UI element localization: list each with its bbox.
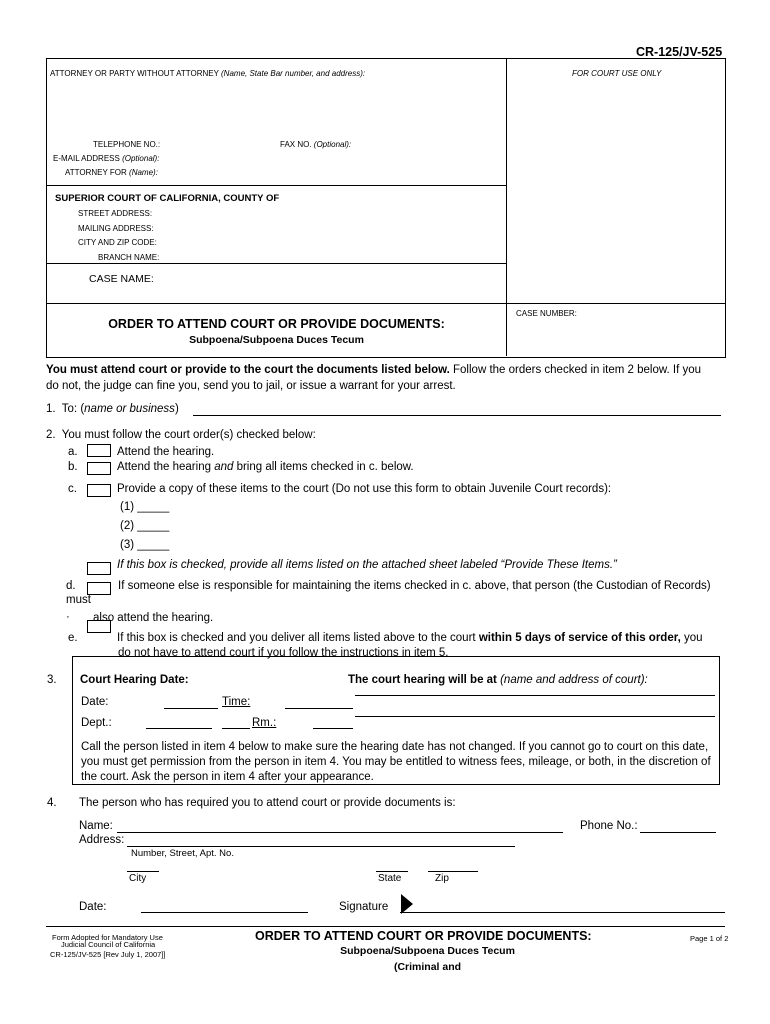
- form-id: CR-125/JV-525: [636, 45, 723, 59]
- street-address-label: STREET ADDRESS:: [78, 209, 153, 218]
- item3-num: 3.: [47, 674, 57, 686]
- item2c-letter: c.: [68, 483, 77, 495]
- item2-lead: 2. You must follow the court order(s) checked below:: [46, 429, 316, 441]
- requester-street-field[interactable]: [127, 846, 515, 847]
- item2d-letter: d.: [66, 580, 76, 592]
- item2b-text: Attend the hearing and bring all items checked in c. below.: [117, 461, 414, 473]
- email-label: E-MAIL ADDRESS (Optional):: [53, 154, 160, 163]
- mailing-address-label: MAILING ADDRESS:: [78, 224, 154, 233]
- item2c-line-1[interactable]: (1) _____: [120, 501, 170, 513]
- item2a-text: Attend the hearing.: [117, 446, 215, 458]
- item4-num: 4.: [47, 797, 57, 809]
- item2e-line-1: If this box is checked and you deliver all items listed above to the court within 5 days of service of this order, you: [117, 632, 703, 644]
- telephone-label: TELEPHONE NO.:: [93, 140, 161, 149]
- hearing-date-heading: Court Hearing Date:: [80, 674, 189, 686]
- item2d-line-3: also attend the hearing.: [93, 612, 214, 624]
- item2a-checkbox[interactable]: [87, 444, 111, 457]
- hearing-rm-lead: [222, 728, 250, 729]
- footer-council: Judicial Council of California: [61, 940, 156, 949]
- hearing-note-3: the court. Ask the person in item 4 after your appearance.: [81, 771, 374, 783]
- city-label: City: [129, 873, 147, 884]
- requester-name-label: Name:: [79, 820, 113, 832]
- caption-divider-3: [46, 303, 725, 304]
- item2c-checkbox[interactable]: [87, 484, 111, 497]
- order-title: ORDER TO ATTEND COURT OR PROVIDE DOCUMENTS:: [108, 317, 445, 331]
- item1-name-field[interactable]: [193, 415, 721, 416]
- footer-title: ORDER TO ATTEND COURT OR PROVIDE DOCUMENTS:: [255, 929, 592, 943]
- requester-state-field[interactable]: [376, 871, 408, 872]
- attached-sheet-checkbox[interactable]: [87, 562, 111, 575]
- street-hint: Number, Street, Apt. No.: [131, 848, 234, 859]
- caption-box: [46, 58, 726, 358]
- item2e-letter: e.: [68, 632, 78, 644]
- signature-date-label: Date:: [79, 901, 107, 913]
- footer-revision: CR-125/JV-525 [Rev July 1, 2007]]: [50, 950, 166, 959]
- attorney-for-label: ATTORNEY FOR (Name):: [65, 168, 158, 177]
- requester-city-field[interactable]: [127, 871, 159, 872]
- hearing-date-field[interactable]: [164, 708, 218, 709]
- signature-arrow-icon: [401, 894, 413, 914]
- item2c-line-2[interactable]: (2) _____: [120, 520, 170, 532]
- item2b-letter: b.: [68, 461, 78, 473]
- case-name-label: CASE NAME:: [89, 273, 154, 285]
- caption-vertical-divider: [506, 58, 507, 356]
- item4-lead: The person who has required you to attend court or provide documents is:: [79, 797, 456, 809]
- requester-phone-label: Phone No.:: [580, 820, 638, 832]
- intro-line-1: You must attend court or provide to the court the documents listed below. Follow the orders checked in item 2 below. If you: [46, 364, 702, 376]
- hearing-dept-label: Dept.:: [81, 717, 112, 729]
- item2d-line-1: If someone else is responsible for maintaining the items checked in c. above, that person (the Custodian of Records): [118, 580, 711, 592]
- signature-field[interactable]: [400, 912, 725, 913]
- branch-name-label: BRANCH NAME:: [98, 253, 160, 262]
- case-number-label: CASE NUMBER:: [516, 309, 577, 318]
- hearing-dept-field[interactable]: [146, 728, 212, 729]
- hearing-note-1: Call the person listed in item 4 below to make sure the hearing date has not changed. If you cannot go to court on this date,: [81, 741, 709, 753]
- item2d-bullet: ·: [66, 611, 70, 623]
- footer-rule: [46, 926, 725, 927]
- caption-divider-1: [46, 185, 507, 186]
- attorney-label: ATTORNEY OR PARTY WITHOUT ATTORNEY (Name, State Bar number, and address):: [50, 69, 366, 78]
- item2d-line-2: must: [66, 594, 91, 606]
- intro-line-2: do not, the judge can fine you, send you to jail, or issue a warrant for your arrest.: [46, 380, 456, 392]
- page-number: Page 1 of 2: [690, 934, 729, 943]
- requester-address-label: Address:: [79, 834, 125, 846]
- item2c-line-3[interactable]: (3) _____: [120, 539, 170, 551]
- court-address-field-1[interactable]: [355, 695, 715, 696]
- hearing-note-2: you must get permission from the person in item 4. You may be entitled to witness fees, mileage, or both, in the discretion of: [81, 756, 711, 768]
- hearing-time-label: Time:: [222, 696, 251, 708]
- order-subtitle: Subpoena/Subpoena Duces Tecum: [189, 334, 364, 346]
- hearing-date-label: Date:: [81, 696, 109, 708]
- attached-sheet-text: If this box is checked, provide all items listed on the attached sheet labeled “Provide These Items.”: [117, 559, 617, 571]
- city-zip-label: CITY AND ZIP CODE:: [78, 238, 157, 247]
- requester-phone-field[interactable]: [640, 832, 716, 833]
- hearing-rm-label: Rm.:: [252, 717, 277, 729]
- item1-label: 1. To: (name or business): [46, 403, 179, 415]
- item2e-line-2: do not have to attend court if you follow the instructions in item 5.: [118, 647, 449, 659]
- item2a-letter: a.: [68, 446, 78, 458]
- hearing-location-heading: The court hearing will be at (name and address of court):: [348, 674, 648, 686]
- hearing-time-field[interactable]: [285, 708, 353, 709]
- requester-name-field[interactable]: [117, 832, 563, 833]
- court-title: SUPERIOR COURT OF CALIFORNIA, COUNTY OF: [55, 193, 280, 204]
- requester-zip-field[interactable]: [428, 871, 478, 872]
- state-label: State: [378, 873, 402, 884]
- signature-label: Signature: [339, 901, 389, 913]
- court-use-label: FOR COURT USE ONLY: [572, 69, 662, 78]
- zip-label: Zip: [435, 873, 449, 884]
- signature-date-field[interactable]: [141, 912, 308, 913]
- hearing-rm-field[interactable]: [313, 728, 353, 729]
- fax-label: FAX NO. (Optional):: [280, 140, 352, 149]
- footer-subtitle-2: (Criminal and: [393, 961, 462, 973]
- item2c-text: Provide a copy of these items to the court (Do not use this form to obtain Juvenile Court records):: [117, 483, 612, 495]
- caption-divider-2: [46, 263, 507, 264]
- item2b-checkbox[interactable]: [87, 462, 111, 475]
- footer-subtitle: Subpoena/Subpoena Duces Tecum: [340, 945, 515, 957]
- footer-adopted: Form Adopted for Mandatory Use: [52, 933, 163, 942]
- court-address-field-2[interactable]: [355, 716, 715, 717]
